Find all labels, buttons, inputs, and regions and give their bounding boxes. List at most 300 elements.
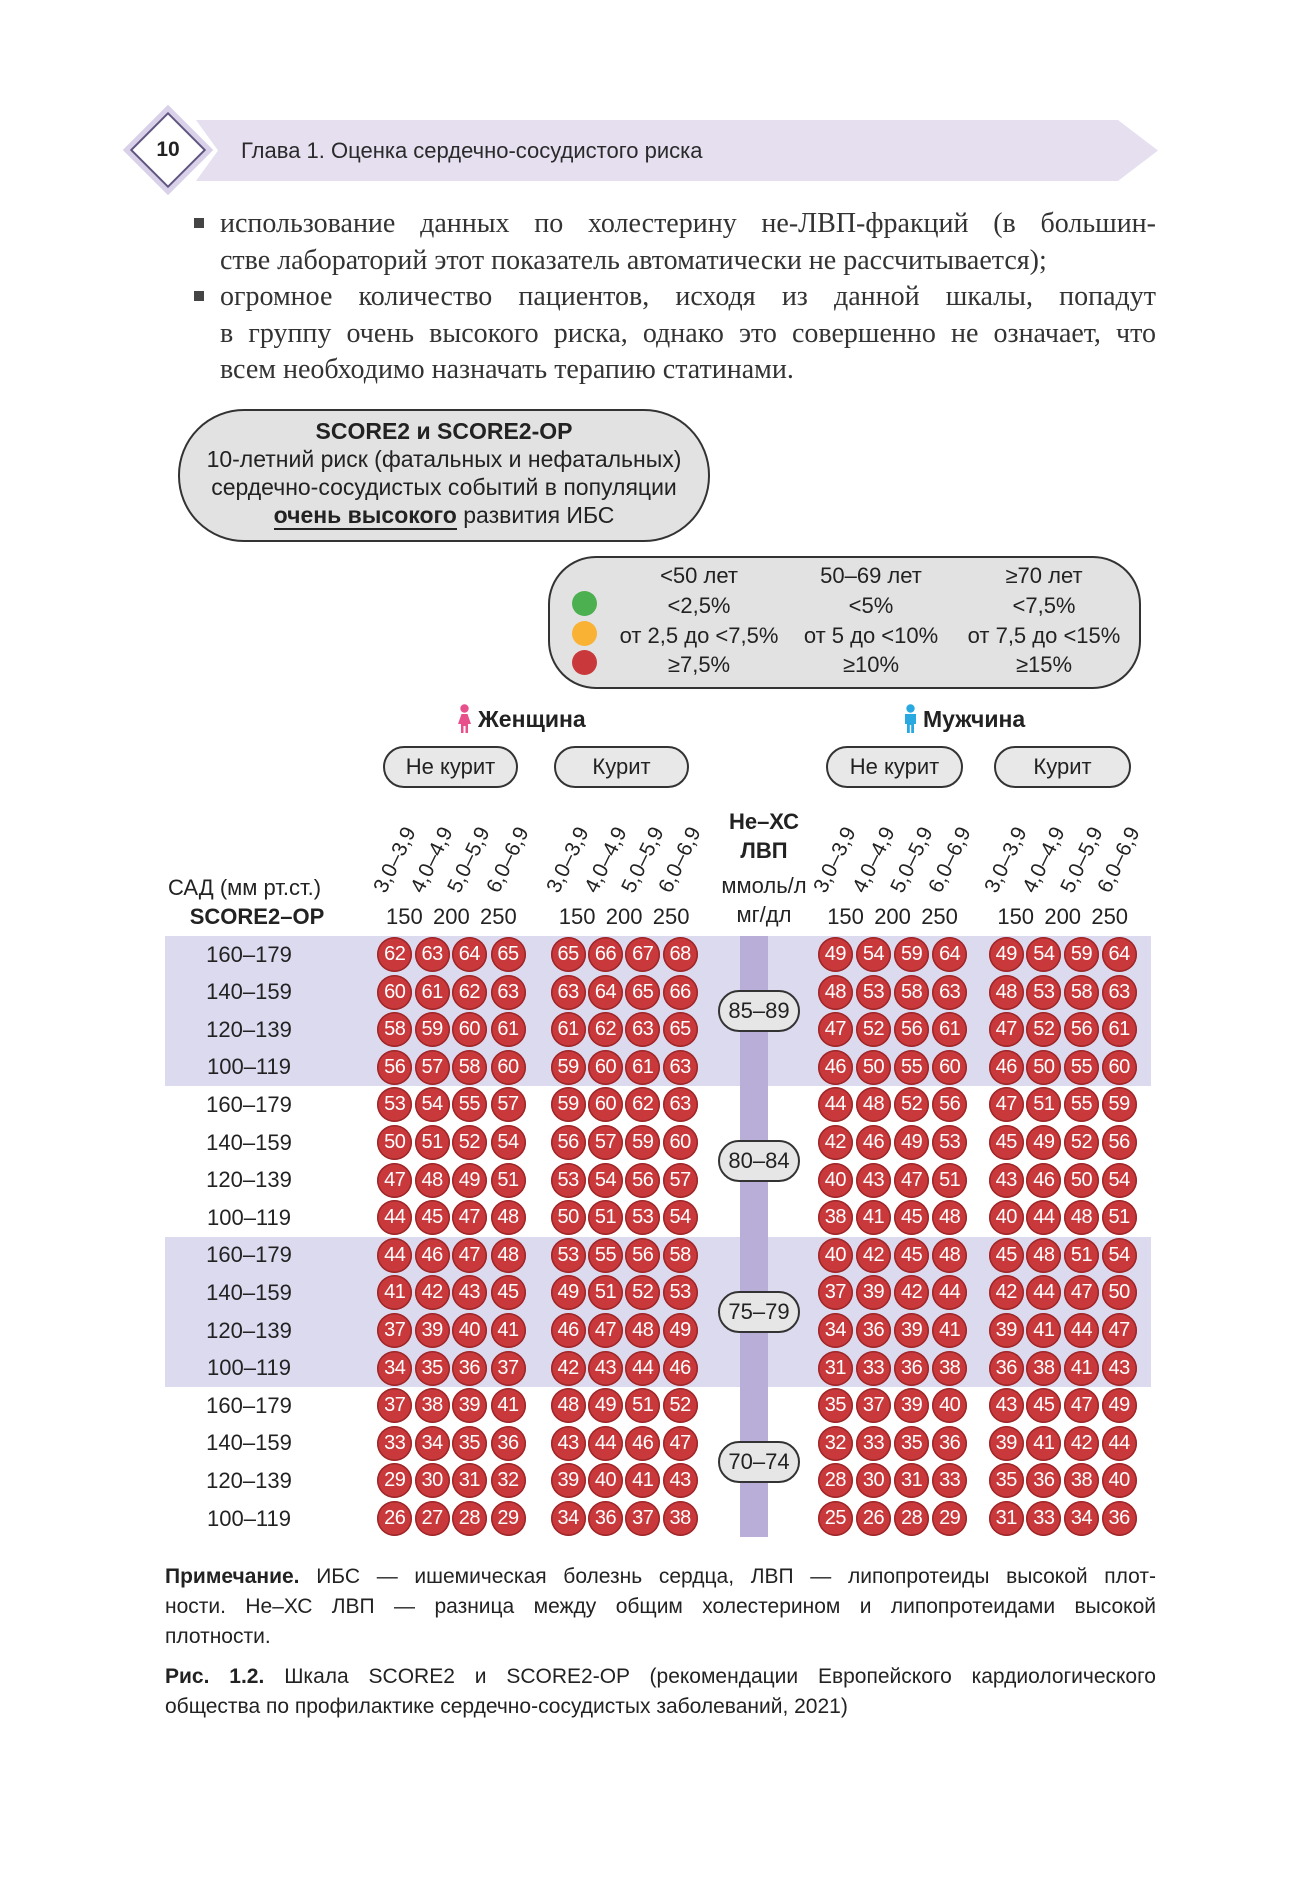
- risk-circle: 34: [818, 1313, 853, 1348]
- risk-circle: 49: [1026, 1125, 1061, 1160]
- risk-circle: 49: [663, 1313, 698, 1348]
- risk-circle: 37: [491, 1351, 526, 1386]
- risk-circle: 28: [818, 1463, 853, 1498]
- risk-circle: 45: [894, 1238, 929, 1273]
- chol-mmol-column-label: 4,0–4,9: [847, 823, 900, 897]
- risk-circle: 43: [856, 1163, 891, 1198]
- risk-circle: 53: [625, 1200, 660, 1235]
- risk-circle: 36: [989, 1351, 1024, 1386]
- risk-circle: 31: [452, 1463, 487, 1498]
- chol-mmol-column-label: 6,0–6,9: [1093, 823, 1145, 897]
- risk-circle: 48: [932, 1200, 967, 1235]
- chol-mgdl-tick: 200: [433, 904, 470, 929]
- page-number: 10: [156, 138, 180, 161]
- risk-circle: 33: [932, 1463, 967, 1498]
- risk-circle: 53: [932, 1125, 967, 1160]
- risk-circle: 55: [1064, 1087, 1099, 1122]
- chol-mgdl-tick: 150: [827, 904, 864, 929]
- risk-circle: 63: [415, 937, 450, 972]
- risk-circle: 48: [989, 975, 1024, 1010]
- risk-circle: 35: [452, 1426, 487, 1461]
- risk-circle: 48: [491, 1238, 526, 1273]
- female-label: Женщина: [478, 706, 586, 732]
- risk-circle: 57: [415, 1050, 450, 1085]
- risk-circle: 30: [415, 1463, 450, 1498]
- chol-mgdl-tick: 200: [1044, 904, 1082, 929]
- risk-circle: 43: [588, 1351, 623, 1386]
- sbp-row-label: 120–139: [206, 1317, 292, 1343]
- sbp-row-label: 100–119: [206, 1355, 291, 1381]
- risk-circle: 44: [377, 1238, 412, 1273]
- risk-circle: 58: [1064, 975, 1099, 1010]
- risk-circle: 51: [1026, 1087, 1061, 1122]
- risk-circle: 50: [856, 1050, 891, 1085]
- risk-circle: 47: [1102, 1313, 1137, 1348]
- chapter-title: Глава 1. Оценка сердечно-сосудистого риска: [241, 138, 703, 163]
- chol-mmol-column-label: 6,0–6,9: [482, 823, 534, 897]
- legend-value: от 5 до <10%: [803, 623, 939, 648]
- risk-circle: 66: [588, 937, 623, 972]
- risk-circle: 61: [415, 975, 450, 1010]
- risk-circle: 38: [818, 1200, 853, 1235]
- risk-circle: 26: [856, 1501, 891, 1536]
- age-group-label: 80–84: [718, 1140, 800, 1182]
- risk-circle: 59: [625, 1125, 660, 1160]
- risk-circle: 51: [491, 1163, 526, 1198]
- chol-mgdl-tick: 150: [558, 904, 596, 929]
- risk-circle: 61: [491, 1012, 526, 1047]
- risk-circle: 43: [551, 1426, 586, 1461]
- risk-circle: 64: [588, 975, 623, 1010]
- risk-circle: 39: [894, 1388, 929, 1423]
- risk-circle: 54: [491, 1125, 526, 1160]
- risk-circle: 64: [1102, 937, 1137, 972]
- risk-circle: 44: [1026, 1200, 1061, 1235]
- risk-circle: 44: [1026, 1275, 1061, 1310]
- risk-circle: 64: [932, 937, 967, 972]
- risk-circle: 62: [588, 1012, 623, 1047]
- risk-circle: 52: [452, 1125, 487, 1160]
- sbp-row-label: 140–159: [206, 1279, 292, 1305]
- risk-circle: 63: [663, 1050, 698, 1085]
- risk-circle: 56: [1102, 1125, 1137, 1160]
- chol-mmol-column-label: 6,0–6,9: [923, 823, 976, 897]
- risk-circle: 33: [1026, 1501, 1061, 1536]
- risk-circle: 44: [1064, 1313, 1099, 1348]
- risk-circle: 51: [415, 1125, 450, 1160]
- risk-circle: 55: [1064, 1050, 1099, 1085]
- risk-circle: 30: [856, 1463, 891, 1498]
- risk-circle: 44: [932, 1275, 967, 1310]
- risk-circle: 38: [415, 1388, 450, 1423]
- risk-circle: 61: [625, 1050, 660, 1085]
- risk-circle: 40: [818, 1238, 853, 1273]
- risk-circle: 26: [377, 1501, 412, 1536]
- male-non-smoker-label: Не курит: [826, 746, 963, 788]
- chol-mmol-column-label: 3,0–3,9: [369, 823, 421, 897]
- risk-circle: 49: [588, 1388, 623, 1423]
- risk-circle: 62: [452, 975, 487, 1010]
- risk-circle: 32: [818, 1426, 853, 1461]
- risk-circle: 29: [932, 1501, 967, 1536]
- sbp-row-label: 120–139: [206, 1016, 292, 1042]
- risk-circle: 49: [894, 1125, 929, 1160]
- risk-circle: 53: [663, 1275, 698, 1310]
- risk-circle: 27: [415, 1501, 450, 1536]
- risk-circle: 34: [1064, 1501, 1099, 1536]
- chol-mmol-column-label: 4,0–4,9: [406, 823, 458, 897]
- risk-circle: 47: [452, 1238, 487, 1273]
- sbp-row-label: 140–159: [206, 1430, 292, 1456]
- risk-circle: 47: [1064, 1275, 1099, 1310]
- sbp-row-label: 160–179: [206, 941, 292, 967]
- chol-mgdl-tick: 250: [1091, 904, 1129, 929]
- risk-circle: 35: [818, 1388, 853, 1423]
- risk-circle: 54: [588, 1163, 623, 1198]
- risk-circle: 41: [1026, 1313, 1061, 1348]
- risk-circle: 42: [894, 1275, 929, 1310]
- risk-circle: 67: [625, 937, 660, 972]
- risk-circle: 57: [663, 1163, 698, 1198]
- non-hdl-title: Не–ХС: [728, 809, 800, 834]
- chol-mmol-column-label: 3,0–3,9: [980, 823, 1032, 897]
- score-box-line: сердечно-сосудистых событий в популяции: [211, 474, 677, 500]
- risk-circle: 50: [1026, 1050, 1061, 1085]
- risk-circle: 35: [415, 1351, 450, 1386]
- risk-circle: 56: [625, 1238, 660, 1273]
- risk-circle: 48: [491, 1200, 526, 1235]
- risk-circle: 39: [415, 1313, 450, 1348]
- score-op-label: SCORE2–OP: [189, 904, 325, 929]
- risk-circle: 62: [625, 1087, 660, 1122]
- risk-circle: 39: [894, 1313, 929, 1348]
- legend-age-header: ≥70 лет: [1005, 563, 1083, 588]
- risk-circle: 47: [894, 1163, 929, 1198]
- risk-circle: 33: [856, 1426, 891, 1461]
- risk-circle: 52: [663, 1388, 698, 1423]
- risk-circle: 61: [932, 1012, 967, 1047]
- risk-circle: 42: [818, 1125, 853, 1160]
- risk-circle: 28: [894, 1501, 929, 1536]
- risk-circle: 65: [491, 937, 526, 972]
- risk-circle: 37: [377, 1313, 412, 1348]
- risk-circle: 54: [1102, 1238, 1137, 1273]
- risk-circle: 48: [415, 1163, 450, 1198]
- risk-circle: 56: [377, 1050, 412, 1085]
- risk-circle: 41: [1026, 1426, 1061, 1461]
- risk-circle: 46: [1026, 1163, 1061, 1198]
- score-box-line: 10-летний риск (фатальных и нефатальных): [206, 446, 682, 472]
- risk-circle: 33: [856, 1351, 891, 1386]
- risk-circle: 25: [818, 1501, 853, 1536]
- risk-circle: 43: [663, 1463, 698, 1498]
- sbp-row-label: 100–119: [206, 1204, 291, 1230]
- risk-circle: 31: [818, 1351, 853, 1386]
- bullet-text-line: в группу очень высокого риска, однако это совершенно не означает, что: [220, 317, 1156, 349]
- risk-circle: 46: [415, 1238, 450, 1273]
- risk-circle: 51: [1102, 1200, 1137, 1235]
- risk-circle: 53: [377, 1087, 412, 1122]
- risk-circle: 51: [932, 1163, 967, 1198]
- bullet-text-line: всем необходимо назначать терапию статинами.: [220, 354, 794, 386]
- risk-circle: 36: [1026, 1463, 1061, 1498]
- risk-circle: 44: [377, 1200, 412, 1235]
- risk-circle: 45: [1026, 1388, 1061, 1423]
- risk-circle: 52: [856, 1012, 891, 1047]
- legend-value: <2,5%: [667, 593, 731, 618]
- risk-circle: 42: [989, 1275, 1024, 1310]
- chol-mmol-column-label: 5,0–5,9: [617, 823, 669, 897]
- risk-circle: 68: [663, 937, 698, 972]
- risk-circle: 59: [551, 1050, 586, 1085]
- risk-circle: 43: [989, 1163, 1024, 1198]
- risk-circle: 51: [1064, 1238, 1099, 1273]
- risk-circle: 46: [663, 1351, 698, 1386]
- risk-circle: 47: [663, 1426, 698, 1461]
- risk-circle: 34: [551, 1501, 586, 1536]
- risk-circle: 47: [818, 1012, 853, 1047]
- risk-circle: 48: [932, 1238, 967, 1273]
- risk-circle: 54: [415, 1087, 450, 1122]
- risk-circle: 50: [1064, 1163, 1099, 1198]
- risk-circle: 43: [989, 1388, 1024, 1423]
- note-line: [165, 1562, 1156, 1592]
- risk-circle: 63: [663, 1087, 698, 1122]
- risk-circle: 48: [818, 975, 853, 1010]
- risk-circle: 54: [663, 1200, 698, 1235]
- risk-circle: 47: [377, 1163, 412, 1198]
- figure-caption-line: [165, 1662, 1156, 1692]
- chol-mmol-column-label: 6,0–6,9: [654, 823, 706, 897]
- legend-value: ≥15%: [1015, 652, 1073, 677]
- risk-circle: 48: [551, 1388, 586, 1423]
- legend-value: <7,5%: [1012, 593, 1076, 618]
- risk-circle: 53: [551, 1238, 586, 1273]
- risk-circle: 40: [588, 1463, 623, 1498]
- risk-circle: 47: [1064, 1388, 1099, 1423]
- risk-circle: 60: [588, 1050, 623, 1085]
- risk-circle: 42: [415, 1275, 450, 1310]
- risk-circle: 44: [625, 1351, 660, 1386]
- risk-circle: 44: [818, 1087, 853, 1122]
- chol-mgdl-tick: 200: [874, 904, 911, 929]
- risk-circle: 65: [625, 975, 660, 1010]
- risk-circle: 60: [377, 975, 412, 1010]
- risk-circle: 56: [625, 1163, 660, 1198]
- risk-circle: 46: [625, 1426, 660, 1461]
- bullet-text-line: огромное количество пациентов, исходя из данной шкалы, попадут: [220, 281, 1156, 313]
- risk-circle: 41: [377, 1275, 412, 1310]
- risk-circle: 31: [894, 1463, 929, 1498]
- chol-mmol-column-label: 5,0–5,9: [443, 823, 496, 897]
- risk-circle: 49: [818, 937, 853, 972]
- risk-circle: 35: [989, 1463, 1024, 1498]
- legend-value: ≥7,5%: [667, 652, 731, 677]
- risk-circle: 46: [856, 1125, 891, 1160]
- risk-circle: 41: [1064, 1351, 1099, 1386]
- risk-circle: 47: [588, 1313, 623, 1348]
- risk-circle: 36: [932, 1426, 967, 1461]
- risk-circle: 37: [377, 1388, 412, 1423]
- risk-circle: 39: [452, 1388, 487, 1423]
- risk-circle: 49: [1102, 1388, 1137, 1423]
- risk-circle: 55: [452, 1087, 487, 1122]
- chol-mgdl-tick: 250: [921, 904, 958, 929]
- risk-circle: 49: [989, 937, 1024, 972]
- risk-circle: 42: [551, 1351, 586, 1386]
- legend-value: от 2,5 до <7,5%: [619, 623, 779, 648]
- legend-value: <5%: [848, 593, 894, 618]
- risk-circle: 55: [588, 1238, 623, 1273]
- risk-circle: 58: [894, 975, 929, 1010]
- score-box-emphasis: очень высокого: [273, 502, 457, 528]
- risk-circle: 56: [894, 1012, 929, 1047]
- risk-circle: 54: [856, 937, 891, 972]
- risk-circle: 52: [1026, 1012, 1061, 1047]
- risk-circle: 41: [491, 1313, 526, 1348]
- risk-circle: 41: [932, 1313, 967, 1348]
- risk-circle: 53: [551, 1163, 586, 1198]
- risk-circle: 56: [551, 1125, 586, 1160]
- sbp-row-label: 160–179: [206, 1392, 292, 1418]
- risk-circle: 56: [932, 1087, 967, 1122]
- bullet-text-line: стве лабораторий этот показатель автоматически не рассчитывается);: [220, 244, 1047, 276]
- risk-circle: 45: [894, 1200, 929, 1235]
- risk-circle: 37: [818, 1275, 853, 1310]
- unit-mmol: ммоль/л: [721, 873, 807, 898]
- risk-circle: 52: [894, 1087, 929, 1122]
- risk-circle: 60: [932, 1050, 967, 1085]
- risk-circle: 53: [1026, 975, 1061, 1010]
- bullet-text-line: использование данных по холестерину не-ЛВП-фракций (в большин-: [220, 208, 1156, 239]
- risk-circle: 59: [551, 1087, 586, 1122]
- risk-circle: 36: [1102, 1501, 1137, 1536]
- risk-circle: 31: [989, 1501, 1024, 1536]
- sbp-row-label: 160–179: [206, 1091, 292, 1117]
- note-label: Примечание.: [165, 1565, 300, 1588]
- risk-circle: 42: [856, 1238, 891, 1273]
- risk-circle: 60: [588, 1087, 623, 1122]
- risk-circle: 36: [452, 1351, 487, 1386]
- sbp-row-label: 100–119: [206, 1054, 291, 1080]
- risk-circle: 40: [1102, 1463, 1137, 1498]
- risk-circle: 43: [1102, 1351, 1137, 1386]
- female-smoker-label: Курит: [554, 746, 689, 788]
- risk-circle: 63: [491, 975, 526, 1010]
- chol-mgdl-tick: 150: [386, 904, 423, 929]
- risk-circle: 53: [856, 975, 891, 1010]
- chol-mgdl-tick: 250: [652, 904, 690, 929]
- risk-circle: 38: [663, 1501, 698, 1536]
- risk-circle: 32: [491, 1463, 526, 1498]
- risk-circle: 37: [856, 1388, 891, 1423]
- risk-circle: 48: [625, 1313, 660, 1348]
- risk-circle: 58: [377, 1012, 412, 1047]
- risk-circle: 65: [551, 937, 586, 972]
- figure-caption-line: общества по профилактике сердечно-сосудистых заболеваний, 2021): [165, 1695, 848, 1718]
- risk-circle: 39: [989, 1313, 1024, 1348]
- unit-mgdl: мг/дл: [736, 902, 792, 927]
- risk-circle: 47: [989, 1087, 1024, 1122]
- risk-circle: 36: [894, 1351, 929, 1386]
- figure-caption-text: Шкала SCORE2 и SCORE2-OP (рекомендации Европейского кардиологического: [284, 1665, 1156, 1688]
- chol-mgdl-tick: 200: [605, 904, 643, 929]
- risk-circle: 44: [588, 1426, 623, 1461]
- risk-circle: 48: [856, 1087, 891, 1122]
- risk-circle: 47: [452, 1200, 487, 1235]
- risk-circle: 57: [491, 1087, 526, 1122]
- score-box-title: SCORE2 и SCORE2-OP: [315, 418, 573, 444]
- risk-circle: 60: [1102, 1050, 1137, 1085]
- sbp-row-label: 100–119: [206, 1505, 291, 1531]
- risk-circle: 37: [625, 1501, 660, 1536]
- risk-circle: 39: [856, 1275, 891, 1310]
- risk-circle: 50: [377, 1125, 412, 1160]
- risk-circle: 46: [989, 1050, 1024, 1085]
- note-line: плотности.: [165, 1625, 271, 1648]
- risk-circle: 63: [1102, 975, 1137, 1010]
- risk-circle: 60: [663, 1125, 698, 1160]
- risk-circle: 63: [932, 975, 967, 1010]
- age-group-label: 85–89: [718, 990, 800, 1032]
- risk-circle: 40: [932, 1388, 967, 1423]
- chol-mmol-column-label: 4,0–4,9: [1018, 823, 1070, 897]
- risk-circle: 62: [377, 937, 412, 972]
- risk-circle: 38: [1026, 1351, 1061, 1386]
- risk-circle: 51: [588, 1200, 623, 1235]
- risk-circle: 61: [551, 1012, 586, 1047]
- note-line: ности. Не–ХС ЛВП — разница между общим холестерином и липопротеидами высокой: [165, 1595, 1156, 1618]
- sbp-row-label: 140–159: [206, 1129, 292, 1155]
- risk-circle: 40: [818, 1163, 853, 1198]
- risk-circle: 58: [452, 1050, 487, 1085]
- risk-circle: 38: [1064, 1463, 1099, 1498]
- chol-mmol-column-label: 4,0–4,9: [579, 823, 632, 897]
- male-label: Мужчина: [923, 706, 1026, 732]
- risk-circle: 40: [452, 1313, 487, 1348]
- sbp-axis-label: САД (мм рт.ст.): [168, 875, 322, 900]
- risk-circle: 52: [1064, 1125, 1099, 1160]
- risk-circle: 52: [625, 1275, 660, 1310]
- risk-circle: 66: [663, 975, 698, 1010]
- chol-mmol-column-label: 5,0–5,9: [885, 823, 938, 897]
- risk-circle: 59: [1102, 1087, 1137, 1122]
- risk-circle: 45: [989, 1125, 1024, 1160]
- risk-circle: 41: [491, 1388, 526, 1423]
- risk-circle: 49: [452, 1163, 487, 1198]
- age-group-label: 75–79: [718, 1291, 800, 1333]
- risk-circle: 36: [491, 1426, 526, 1461]
- risk-circle: 48: [1026, 1238, 1061, 1273]
- risk-circle: 55: [894, 1050, 929, 1085]
- female-non-smoker-label: Не курит: [383, 746, 518, 788]
- risk-circle: 61: [1102, 1012, 1137, 1047]
- risk-circle: 29: [377, 1463, 412, 1498]
- risk-circle: 58: [663, 1238, 698, 1273]
- non-hdl-subtitle: ЛВП: [740, 838, 788, 863]
- risk-circle: 54: [1102, 1163, 1137, 1198]
- risk-circle: 28: [452, 1501, 487, 1536]
- risk-circle: 33: [377, 1426, 412, 1461]
- legend-value: от 7,5 до <15%: [967, 623, 1121, 648]
- risk-circle: 43: [452, 1275, 487, 1310]
- chol-mmol-column-label: 3,0–3,9: [809, 823, 862, 897]
- score-box-line-rest: развития ИБС: [463, 502, 615, 528]
- sbp-row-label: 140–159: [206, 979, 292, 1005]
- risk-circle: 54: [1026, 937, 1061, 972]
- risk-circle: 39: [989, 1426, 1024, 1461]
- legend-value: ≥10%: [842, 652, 900, 677]
